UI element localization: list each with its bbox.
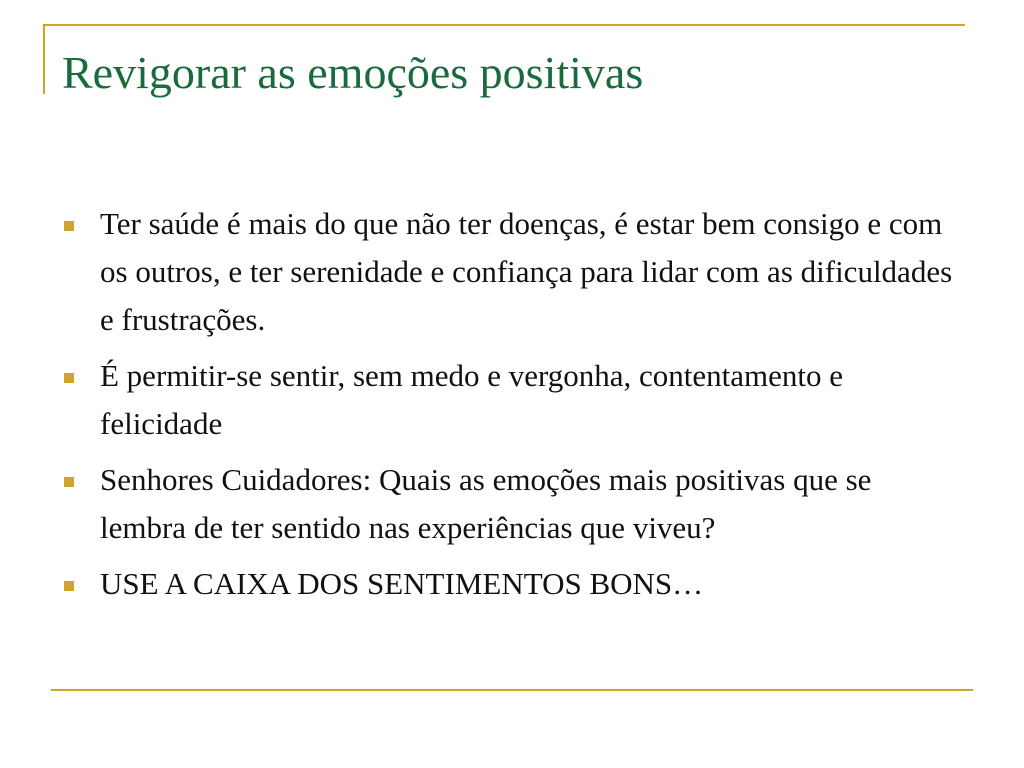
bullet-item [62,560,962,608]
bullet-text: É permitir-se sentir, sem medo e vergonha, contentamento e felicidade [100,358,844,441]
top-frame-line [43,24,965,26]
bullet-text: Ter saúde é mais do que não ter doenças, é estar bem consigo e com os outros, e ter serenidade e confiança para lidar com as dificuldades e frustrações. [100,206,953,337]
bullet-item [62,352,962,448]
bullet-text: USE A CAIXA DOS SENTIMENTOS BONS… [100,566,704,601]
left-frame-line [43,24,45,94]
slide-title: Revigorar as emoções positivas [62,47,644,98]
bullet-text: Senhores Cuidadores: Quais as emoções mais positivas que se lembra de ter sentido nas experiências que viveu? [100,462,872,545]
square-bullet-icon [64,477,74,487]
bottom-frame-line [51,689,973,691]
square-bullet-icon [64,373,74,383]
square-bullet-icon [64,581,74,591]
square-bullet-icon [64,221,74,231]
bullet-list [62,200,962,616]
bullet-item [62,200,962,344]
bullet-item [62,456,962,552]
